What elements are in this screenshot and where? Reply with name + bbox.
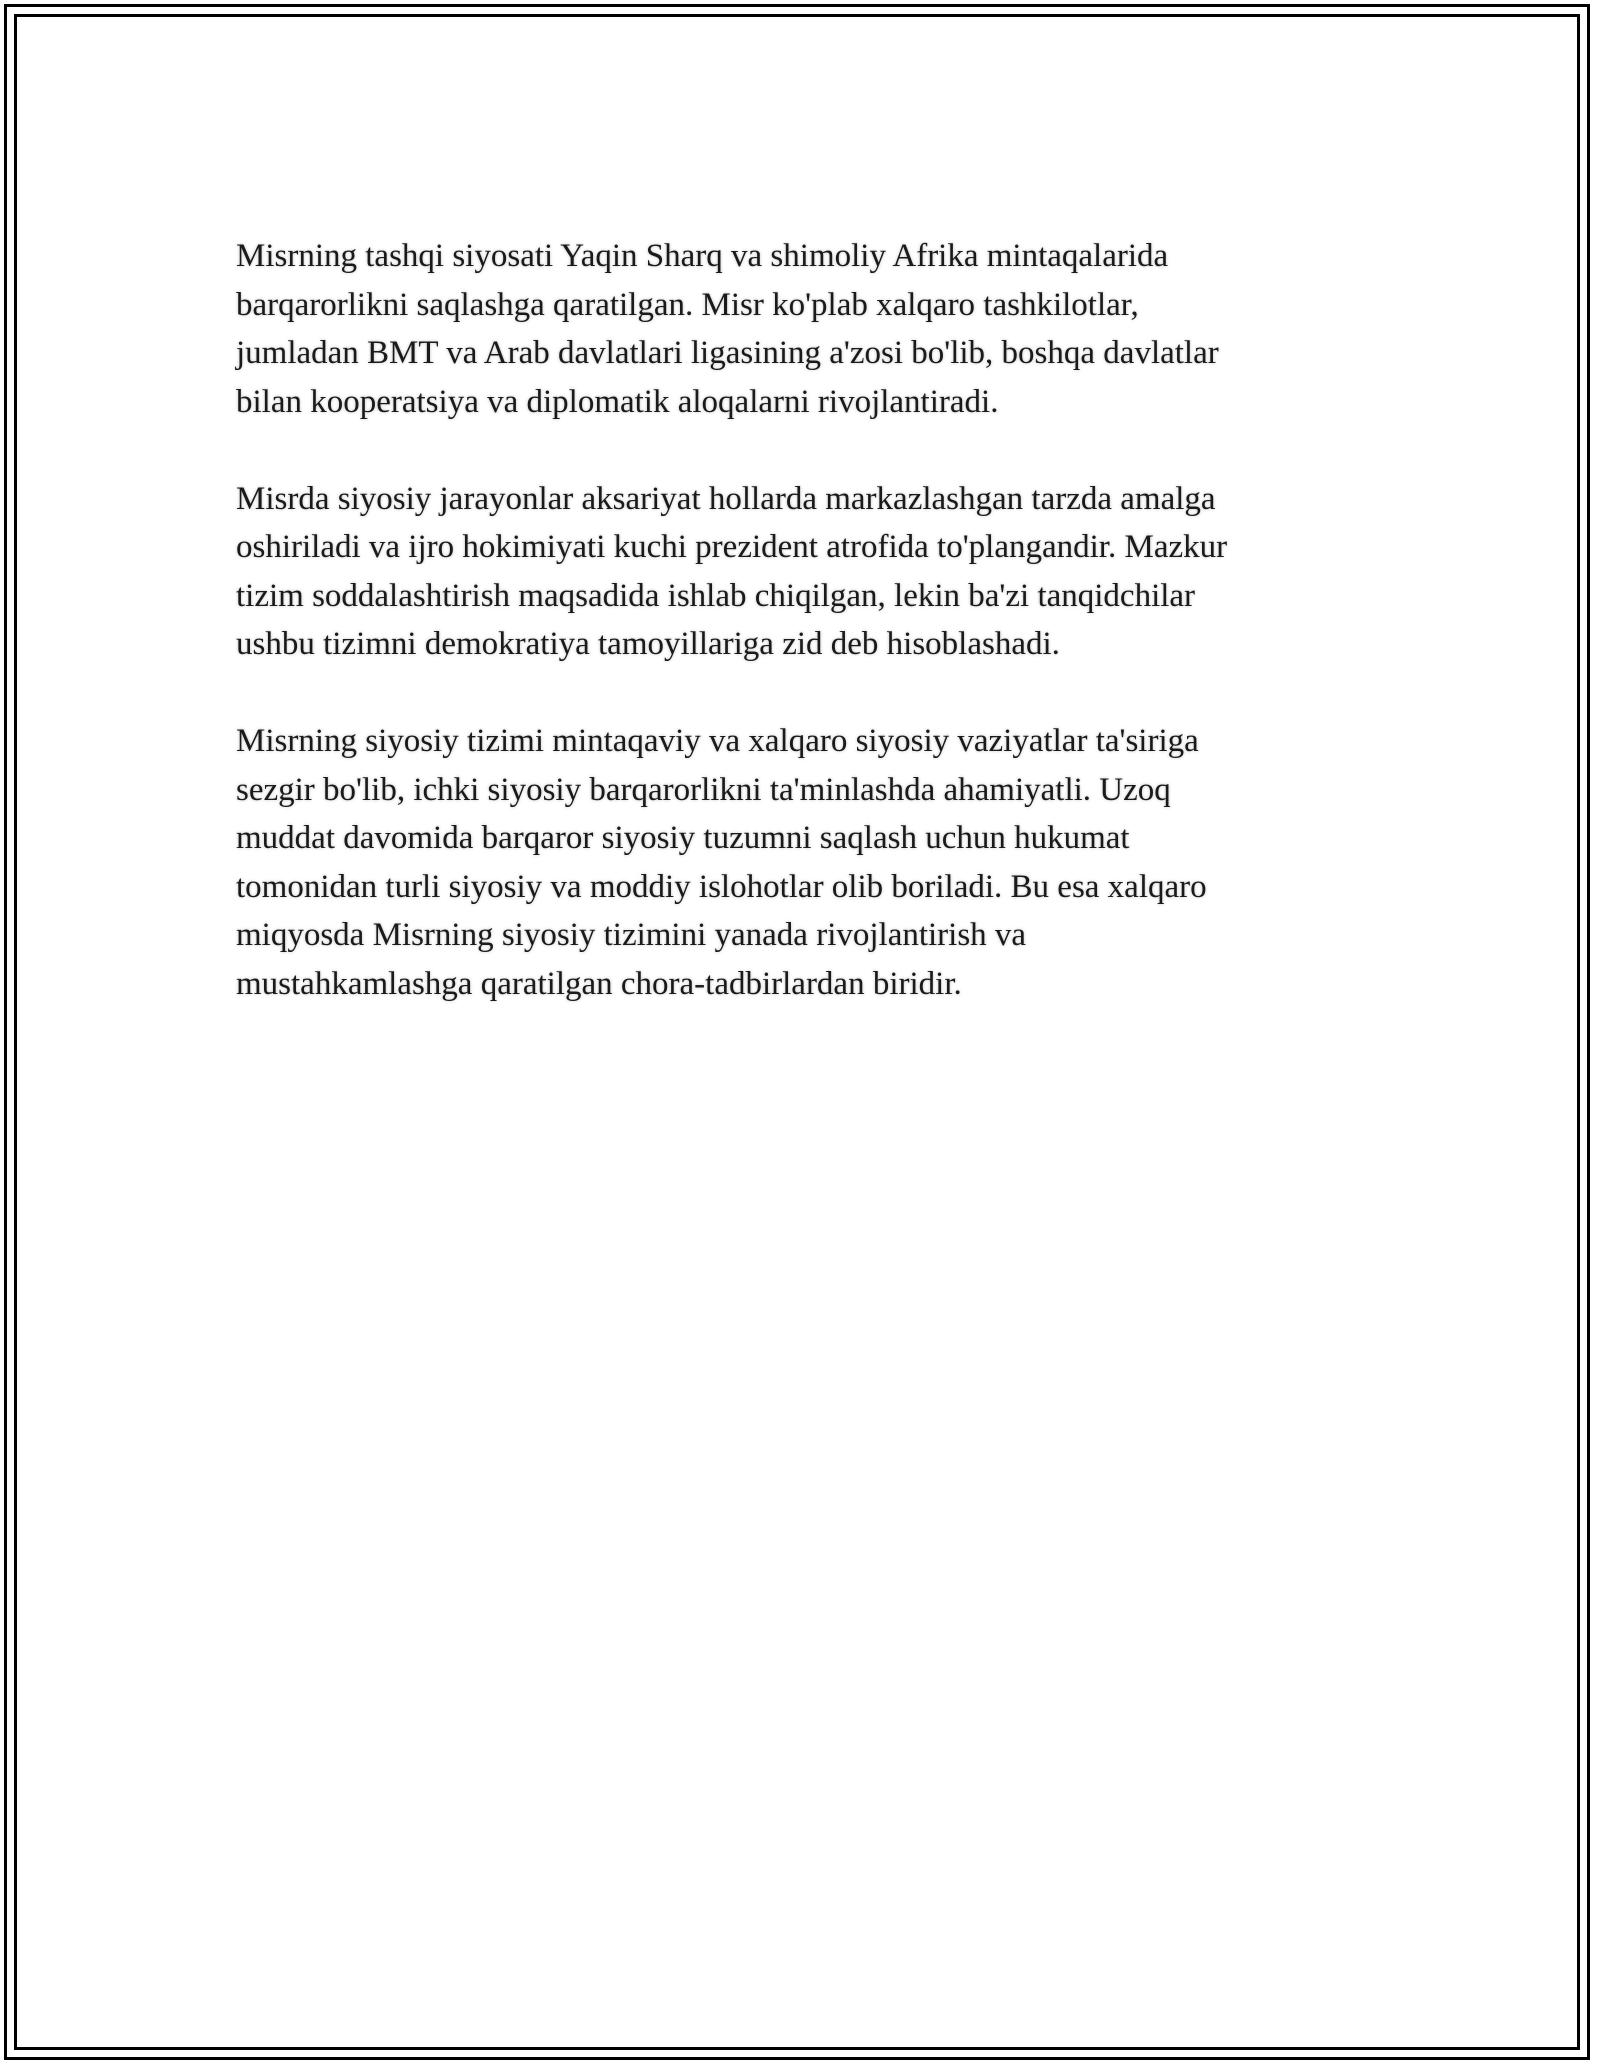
paragraph-political-system: Misrning siyosiy tizimi mintaqaviy va xalqaro siyosiy vaziyatlar ta'siriga sezgir bo'lib, ichki siyosiy barqarorlikni ta'minlashda ahamiyatli. Uzoq muddat davomida barqaror siyosiy tuzumni saqlash uchun hukumat tomonidan turli siyosiy va moddiy islohotlar olib boriladi. Bu esa xalqaro miqyosda Misrning siyosiy tizimini yanada rivojlantirish va mustahkamlashga qaratilgan chora-tadbirlardan biridir. [236, 723, 1207, 1002]
paragraph-political-process: Misrda siyosiy jarayonlar aksariyat hollarda markazlashgan tarzda amalga oshiriladi va ijro hokimiyati kuchi prezident atrofida to'plangandir. Mazkur tizim soddalashtirish maqsadida ishlab chiqilgan, lekin ba'zi tanqidchilar ushbu tizimni demokratiya tamoyillariga zid deb hisoblashadi. [236, 480, 1228, 662]
document-body [236, 232, 1366, 1057]
paragraph-foreign-policy: Misrning tashqi siyosati Yaqin Sharq va shimoliy Afrika mintaqalarida barqarorlikni saqlashga qaratilgan. Misr ko'plab xalqaro tashkilotlar, jumladan BMT va Arab davlatlari ligasining a'zosi bo'lib, boshqa davlatlar bilan kooperatsiya va diplomatik aloqalarni rivojlantiradi. [236, 238, 1219, 420]
